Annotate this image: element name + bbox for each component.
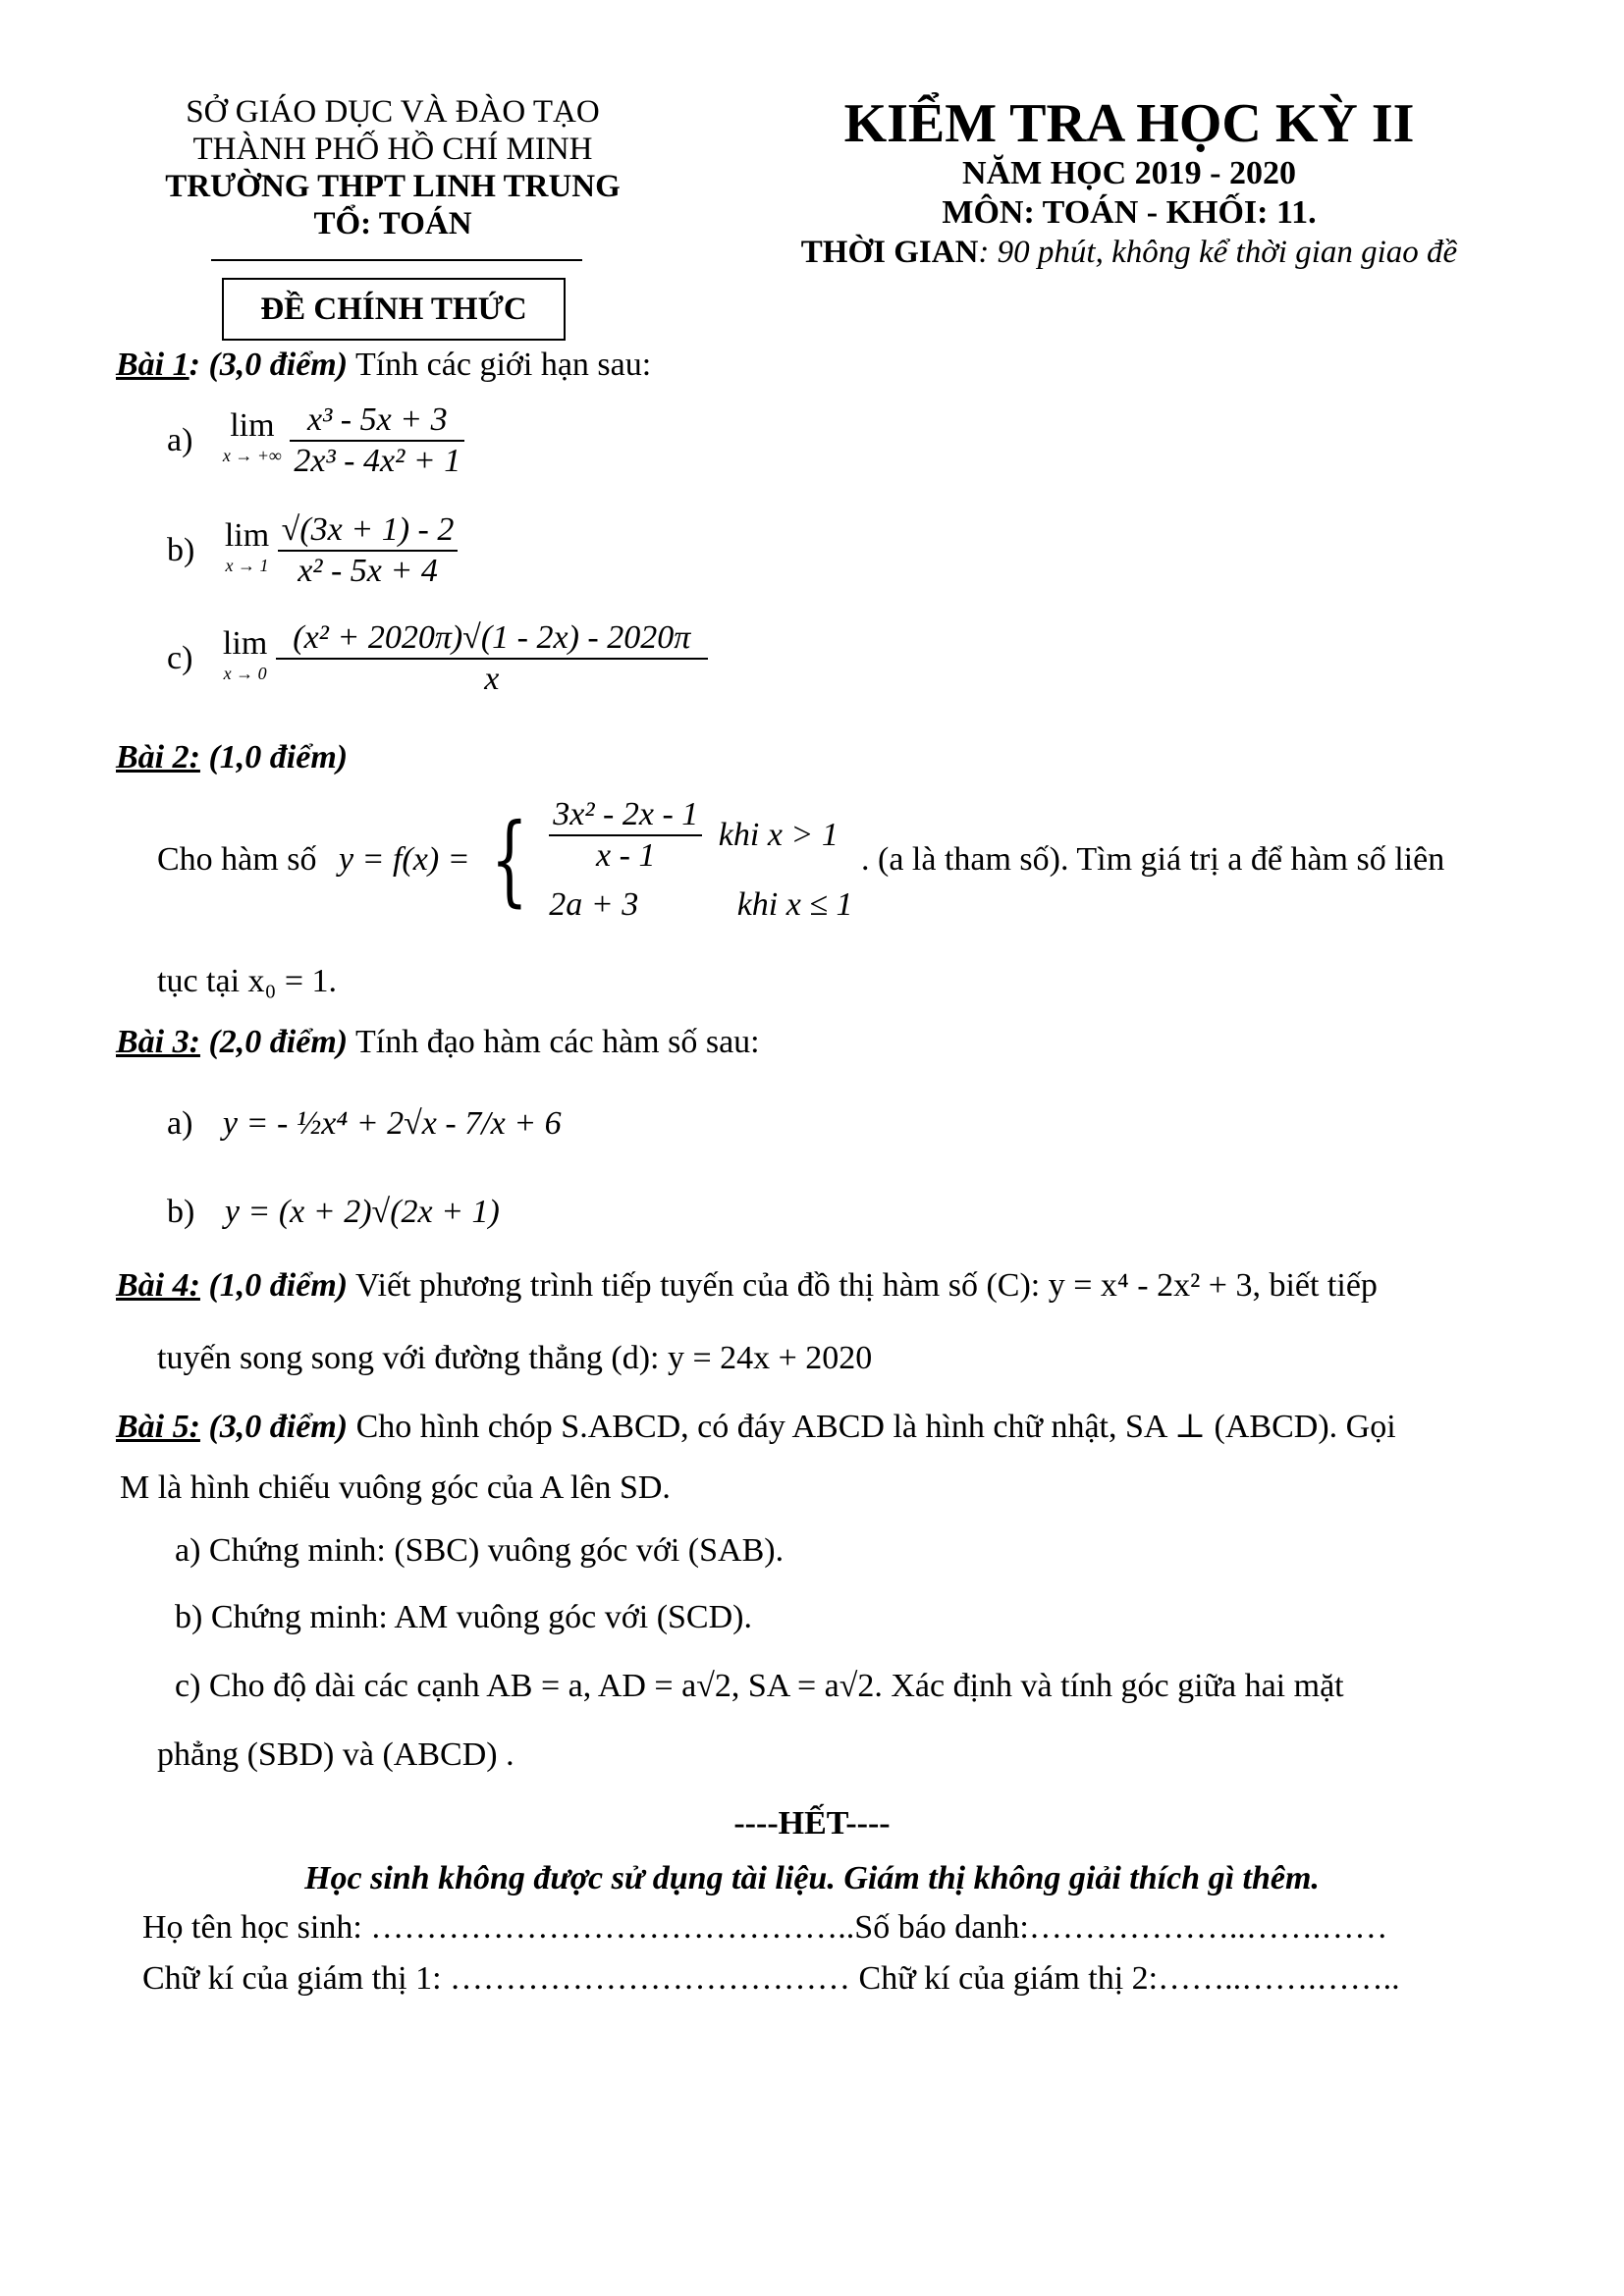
group-name: TỔ: TOÁN [313,206,472,241]
bai5-a: a) Chứng minh: (SBC) vuông góc với (SAB). [175,1532,785,1569]
bai4-line2: tuyến song song với đường thẳng (d): y = 24x + 2020 [157,1340,873,1376]
bai5-c2: phẳng (SBD) và (ABCD) . [157,1736,514,1773]
case2-cond: khi x ≤ 1 [736,886,853,923]
dept-line1: SỞ GIÁO DỤC VÀ ĐÀO TẠO [186,94,600,130]
time-label: THỜI GIAN [800,235,979,270]
bai2-line2: tục tại x₀ = 1. [157,963,338,999]
school-year: NĂM HỌC 2019 - 2020 [962,155,1296,191]
student-name-line: Họ tên học sinh: ……………………………………..Số báo danh:………………..…….…… [142,1909,1388,1946]
lim-word: lim [230,407,275,444]
bai1-c-label: c) [167,640,193,676]
bai3-b-label: b) [167,1194,195,1230]
dept-line2: THÀNH PHỐ HỒ CHÍ MINH [192,132,593,167]
bai5-line1 [116,1408,1396,1447]
bai1-prompt: Tính các giới hạn sau: [348,347,652,383]
bai4-label: Bài 4: [116,1267,200,1304]
frac-den: x² - 5x + 4 [278,550,459,591]
time-line [727,233,1532,272]
bai3-a-expr: y = - ½x⁴ + 2√x - 7/x + 6 [222,1105,562,1142]
frac-den: 2x³ - 4x² + 1 [290,440,464,481]
frac-den: x - 1 [549,834,702,876]
frac-a [290,400,464,481]
bai3-points: (2,0 điểm) [199,1024,349,1060]
lim-word: lim [222,625,268,662]
bai3-a [167,1104,562,1144]
bai4-line1 [116,1266,1378,1306]
case1-cond: khi x > 1 [718,817,839,853]
bai2-intro: Cho hàm số [157,841,317,878]
bai4-text: Viết phương trình tiếp tuyến của đồ thị hàm số (C): y = x⁴ - 2x² + 3, biết tiếp [348,1267,1378,1304]
bai1-b-label: b) [167,532,195,568]
bai5-points: (3,0 điểm) [199,1409,349,1445]
bai5-c1: c) Cho độ dài các cạnh AB = a, AD = a√2, SA = a√2. Xác định và tính góc giữa hai mặt [175,1668,1344,1704]
bai3-a-label: a) [167,1105,193,1142]
exam-title: KIỂM TRA HỌC KỲ II [843,93,1415,154]
lim-word: lim [224,517,270,554]
piecewise-cases [549,795,852,925]
bai1-a [167,400,464,481]
bai4-points: (1,0 điểm) [199,1267,349,1304]
school-header [137,93,648,242]
lim-sub: x → +∞ [222,446,282,465]
case2-expr: 2a + 3 [549,886,639,923]
bai3-prompt: Tính đạo hàm các hàm số sau: [348,1024,760,1060]
bai3-b [167,1193,500,1232]
bai3-b-expr: y = (x + 2)√(2x + 1) [224,1194,500,1230]
lim-c [222,625,268,688]
bai2-points: (1,0 điểm) [199,739,349,775]
bai3-label: Bài 3: [116,1024,200,1060]
frac-num: x³ - 5x + 3 [306,401,448,438]
proctor-sign-line: Chữ kí của giám thị 1: ……………………………… Chữ kí của giám thị 2:……..…….…….. [142,1960,1400,1997]
bai2-function [157,795,1444,925]
brace-icon: { [490,802,529,917]
bai2-after: . (a là tham số). Tìm giá trị a để hàm số liên [861,841,1445,878]
frac-num: 3x² - 2x - 1 [553,796,699,832]
exam-header [727,93,1532,272]
official-badge: ĐỀ CHÍNH THỨC [222,278,566,341]
frac-num: (x² + 2020π)√(1 - 2x) - 2020π [293,619,691,656]
case1 [549,795,852,878]
header-divider [211,259,582,261]
frac-den: x [276,658,708,699]
lim-a [222,407,282,470]
end-marker: ----HẾT---- [733,1805,891,1842]
bai1-points: : (3,0 điểm) [189,347,349,383]
lim-b [224,517,270,580]
exam-note: Học sinh không được sử dụng tài liệu. Giám thị không giải thích gì thêm. [304,1860,1320,1896]
bai5-line2: M là hình chiếu vuông góc của A lên SD. [120,1469,671,1506]
bai1-a-label: a) [167,422,193,458]
bai5-b: b) Chứng minh: AM vuông góc với (SCD). [175,1599,752,1635]
bai1-heading [116,346,651,385]
bai2-func: y = f(x) = [338,841,470,878]
school-name: TRƯỜNG THPT LINH TRUNG [165,169,621,204]
lim-sub: x → 0 [223,664,267,683]
lim-sub: x → 1 [225,556,269,575]
bai1-label: Bài 1 [116,347,189,383]
bai3-heading [116,1023,760,1062]
frac-b [278,510,459,591]
bai1-c [167,618,708,699]
frac-c [276,618,708,699]
bai1-b [167,510,458,591]
bai2-label: Bài 2: [116,739,200,775]
frac-num: √(3x + 1) - 2 [281,511,455,548]
case2 [549,885,852,925]
time-value: : 90 phút, không kể thời gian giao đề [978,235,1458,270]
bai5-text: Cho hình chóp S.ABCD, có đáy ABCD là hình chữ nhật, SA ⊥ (ABCD). Gọi [348,1409,1396,1445]
case1-frac [549,795,702,876]
bai5-label: Bài 5: [116,1409,200,1445]
bai2-heading [116,738,348,777]
subject-line: MÔN: TOÁN - KHỐI: 11. [942,194,1317,231]
